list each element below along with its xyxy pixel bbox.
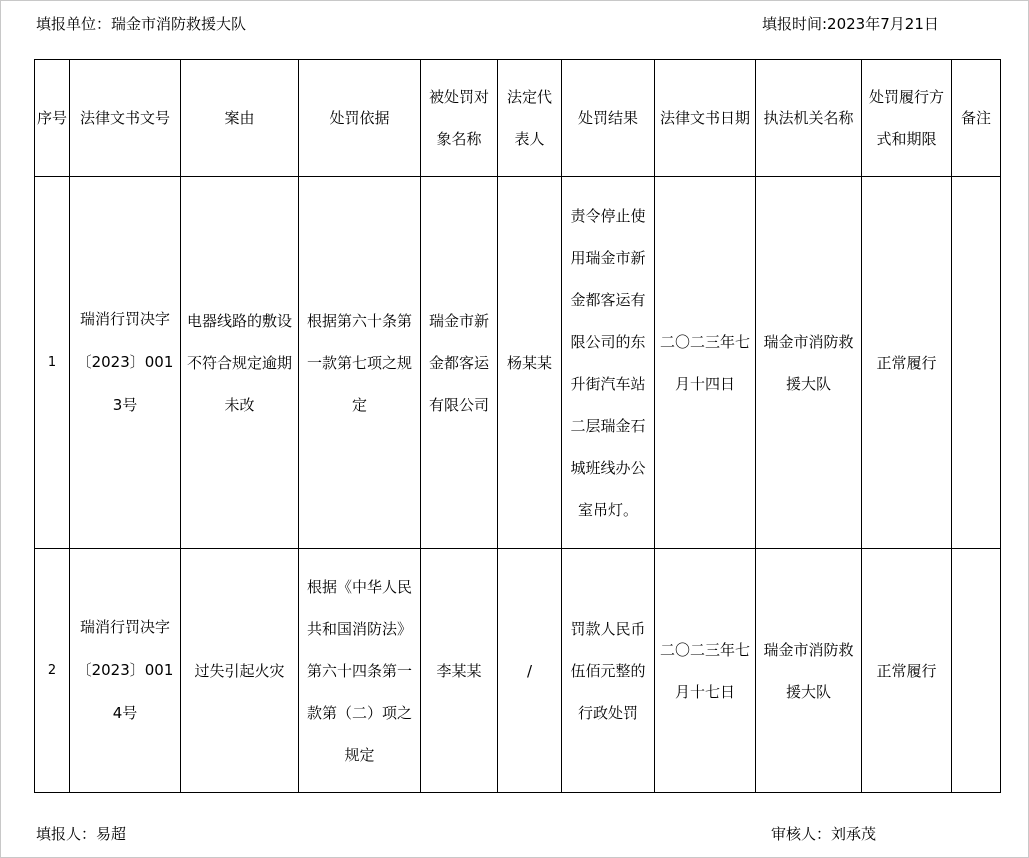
cell-target: 李某某: [421, 549, 498, 793]
cell-agency: 瑞金市消防救援大队: [756, 177, 862, 549]
cell-basis: 根据《中华人民共和国消防法》第六十四条第一款第（二）项之规定: [299, 549, 421, 793]
column-header-legal-rep: 法定代表人: [498, 60, 562, 177]
reporting-unit: 填报单位：瑞金市消防救援大队: [36, 15, 247, 33]
cell-legal-rep: 杨某某: [498, 177, 562, 549]
cell-seq: 2: [35, 549, 70, 793]
cell-result: 责令停止使用瑞金市新金都客运有限公司的东升街汽车站二层瑞金石城班线办公室吊灯。: [562, 177, 655, 549]
table-header-row: [35, 60, 1001, 177]
cell-result: 罚款人民币伍佰元整的行政处罚: [562, 549, 655, 793]
cell-remark: [952, 177, 1001, 549]
penalty-table: [34, 59, 1001, 793]
column-header-doc-date: 法律文书日期: [655, 60, 756, 177]
cell-cause: 过失引起火灾: [181, 549, 299, 793]
reporting-date: 填报时间:2023年7月21日: [762, 15, 939, 33]
column-header-remark: 备注: [952, 60, 1001, 177]
cell-legal-rep: /: [498, 549, 562, 793]
column-header-seq: 序号: [35, 60, 70, 177]
column-header-doc-no: 法律文书文号: [70, 60, 181, 177]
cell-performance: 正常履行: [862, 549, 952, 793]
column-header-result: 处罚结果: [562, 60, 655, 177]
cell-doc-no: 瑞消行罚决字〔2023〕0014号: [70, 549, 181, 793]
cell-performance: 正常履行: [862, 177, 952, 549]
cell-basis: 根据第六十条第一款第七项之规定: [299, 177, 421, 549]
column-header-performance: 处罚履行方式和期限: [862, 60, 952, 177]
reviewer-signature: 审核人：刘承茂: [771, 825, 877, 843]
filler-signature: 填报人：易超: [36, 825, 127, 843]
table-row: [35, 549, 1001, 793]
column-header-agency: 执法机关名称: [756, 60, 862, 177]
cell-target: 瑞金市新金都客运有限公司: [421, 177, 498, 549]
cell-seq: 1: [35, 177, 70, 549]
table-row: [35, 177, 1001, 549]
column-header-cause: 案由: [181, 60, 299, 177]
cell-cause: 电器线路的敷设不符合规定逾期未改: [181, 177, 299, 549]
cell-remark: [952, 549, 1001, 793]
cell-agency: 瑞金市消防救援大队: [756, 549, 862, 793]
cell-doc-no: 瑞消行罚决字〔2023〕0013号: [70, 177, 181, 549]
column-header-basis: 处罚依据: [299, 60, 421, 177]
cell-doc-date: 二〇二三年七月十七日: [655, 549, 756, 793]
column-header-target: 被处罚对象名称: [421, 60, 498, 177]
cell-doc-date: 二〇二三年七月十四日: [655, 177, 756, 549]
